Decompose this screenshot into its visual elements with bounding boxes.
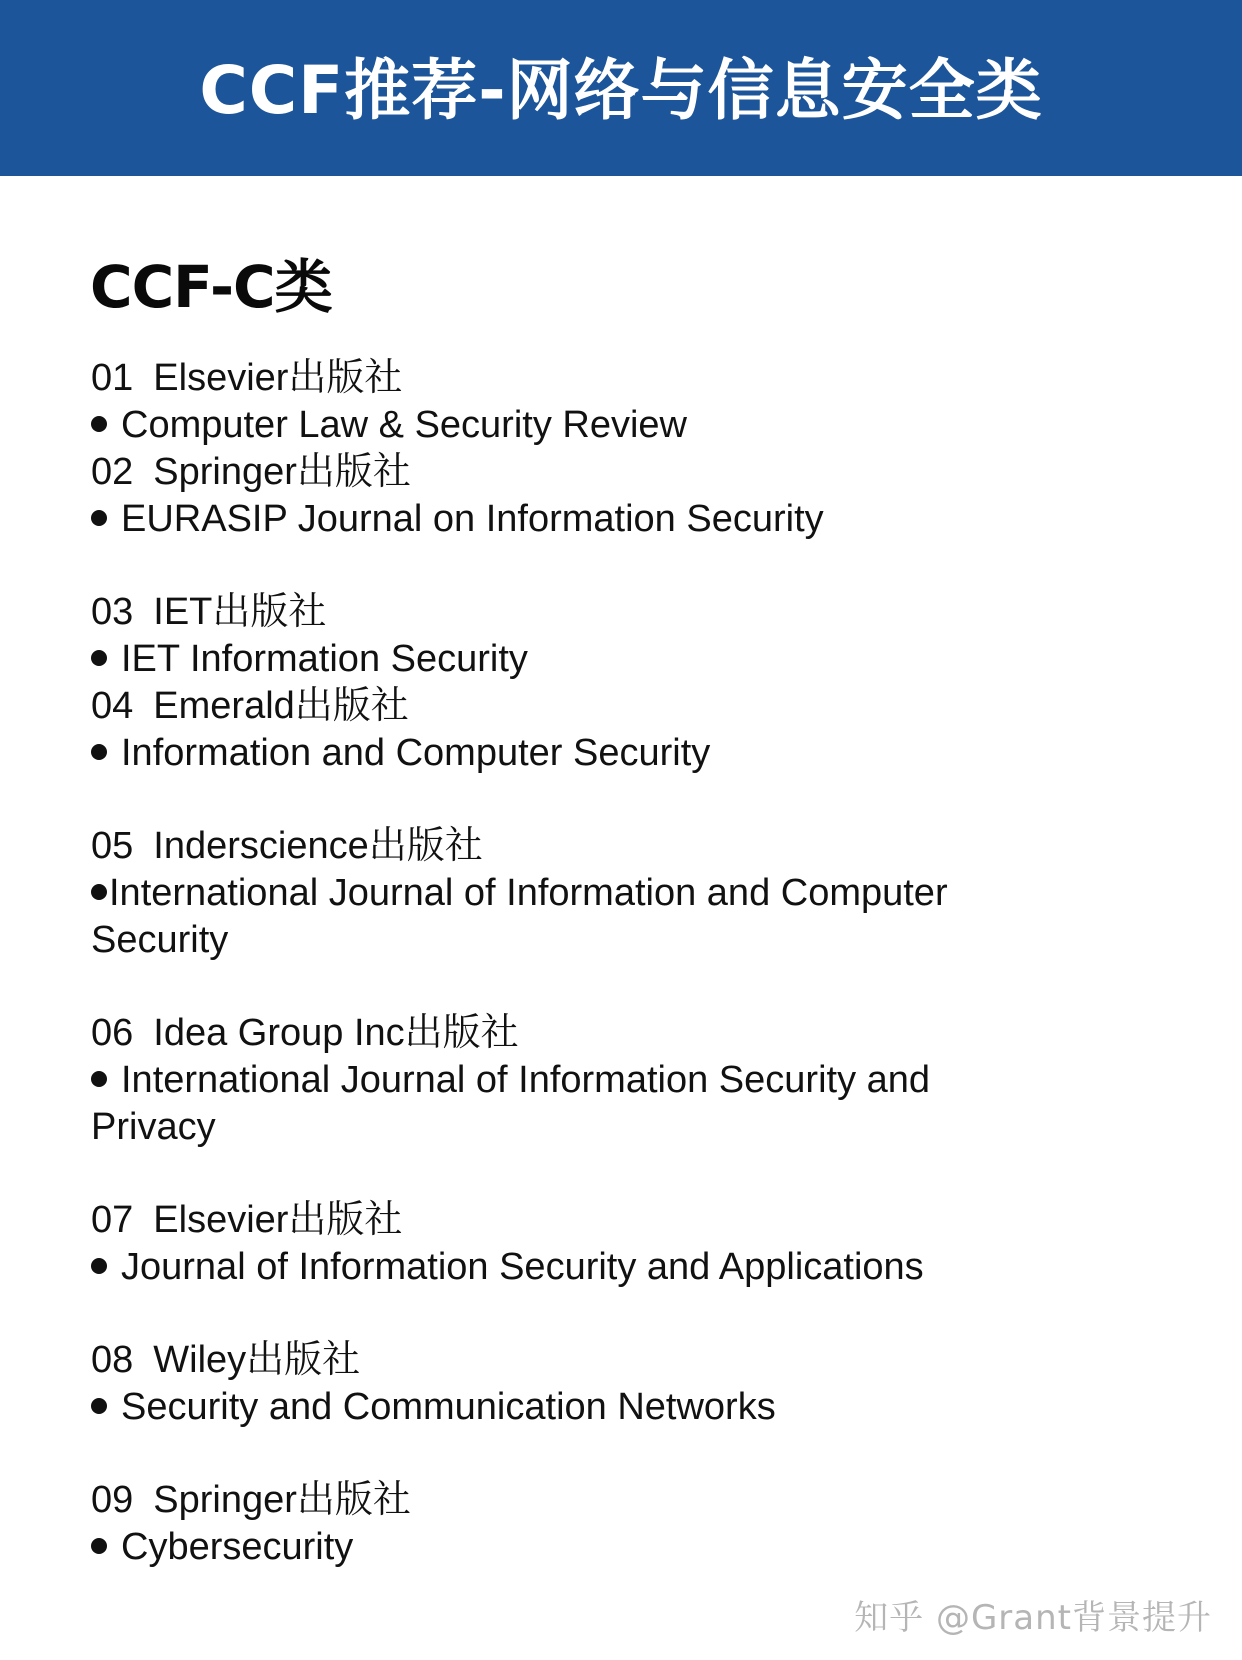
- journal-list: [91, 355, 1171, 1571]
- journal-line: [91, 1384, 1171, 1431]
- entry-number: 09: [91, 1479, 134, 1521]
- journal-line: [91, 496, 1171, 543]
- bullet-icon: [91, 510, 107, 526]
- publisher-line: [91, 823, 1171, 870]
- journal-line: [91, 636, 1171, 683]
- publisher-name: Inderscience出版社: [153, 825, 483, 867]
- publisher-line: [91, 1010, 1171, 1057]
- journal-line: [91, 1524, 1171, 1571]
- publisher-line: [91, 1477, 1171, 1524]
- publisher-name: Springer出版社: [153, 1479, 411, 1521]
- header-banner: [0, 0, 1242, 176]
- journal-name-continued: Security: [91, 919, 229, 961]
- publisher-name: Springer出版社: [153, 451, 411, 493]
- spacer: [91, 1431, 1171, 1477]
- spacer: [91, 1151, 1171, 1197]
- publisher-name: Wiley出版社: [153, 1339, 361, 1381]
- journal-line: [91, 730, 1171, 777]
- bullet-icon: [91, 650, 107, 666]
- entry-number: 05: [91, 825, 134, 867]
- journal-line-continued: [91, 917, 1171, 964]
- entry-number: 06: [91, 1012, 134, 1054]
- spacer: [91, 777, 1171, 823]
- bullet-icon: [91, 1538, 107, 1554]
- publisher-line: [91, 449, 1171, 496]
- entry-number: 03: [91, 591, 134, 633]
- publisher-line: [91, 1337, 1171, 1384]
- journal-name: Computer Law & Security Review: [121, 404, 687, 446]
- journal-name: International Journal of Information and Computer: [109, 872, 948, 914]
- journal-name: IET Information Security: [121, 638, 528, 680]
- bullet-icon: [91, 884, 107, 900]
- journal-name: Journal of Information Security and Applications: [121, 1246, 924, 1288]
- journal-line: [91, 870, 1171, 917]
- entry-number: 01: [91, 357, 134, 399]
- entry-number: 04: [91, 685, 134, 727]
- journal-line: [91, 402, 1171, 449]
- journal-line: [91, 1057, 1171, 1104]
- journal-line: [91, 1244, 1171, 1291]
- bullet-icon: [91, 1398, 107, 1414]
- page-title: CCF推荐-网络与信息安全类: [199, 51, 1043, 129]
- journal-line-continued: [91, 1104, 1171, 1151]
- journal-name: EURASIP Journal on Information Security: [121, 498, 824, 540]
- spacer: [91, 543, 1171, 589]
- publisher-line: [91, 355, 1171, 402]
- journal-name-continued: Privacy: [91, 1106, 216, 1148]
- journal-name: International Journal of Information Security and: [121, 1059, 931, 1101]
- entry-number: 02: [91, 451, 134, 493]
- publisher-name: Idea Group Inc出版社: [153, 1012, 519, 1054]
- bullet-icon: [91, 1258, 107, 1274]
- publisher-line: [91, 683, 1171, 730]
- spacer: [91, 964, 1171, 1010]
- section-title: CCF-C类: [90, 253, 332, 321]
- publisher-name: Elsevier出版社: [153, 1199, 403, 1241]
- journal-name: Security and Communication Networks: [121, 1386, 776, 1428]
- journal-name: Information and Computer Security: [121, 732, 711, 774]
- bullet-icon: [91, 1071, 107, 1087]
- publisher-name: Elsevier出版社: [153, 357, 403, 399]
- publisher-name: Emerald出版社: [153, 685, 409, 727]
- publisher-name: IET出版社: [153, 591, 327, 633]
- entry-number: 08: [91, 1339, 134, 1381]
- entry-number: 07: [91, 1199, 134, 1241]
- bullet-icon: [91, 416, 107, 432]
- journal-name: Cybersecurity: [121, 1526, 354, 1568]
- watermark: 知乎 @Grant背景提升: [854, 1598, 1212, 1638]
- spacer: [91, 1291, 1171, 1337]
- bullet-icon: [91, 744, 107, 760]
- publisher-line: [91, 589, 1171, 636]
- publisher-line: [91, 1197, 1171, 1244]
